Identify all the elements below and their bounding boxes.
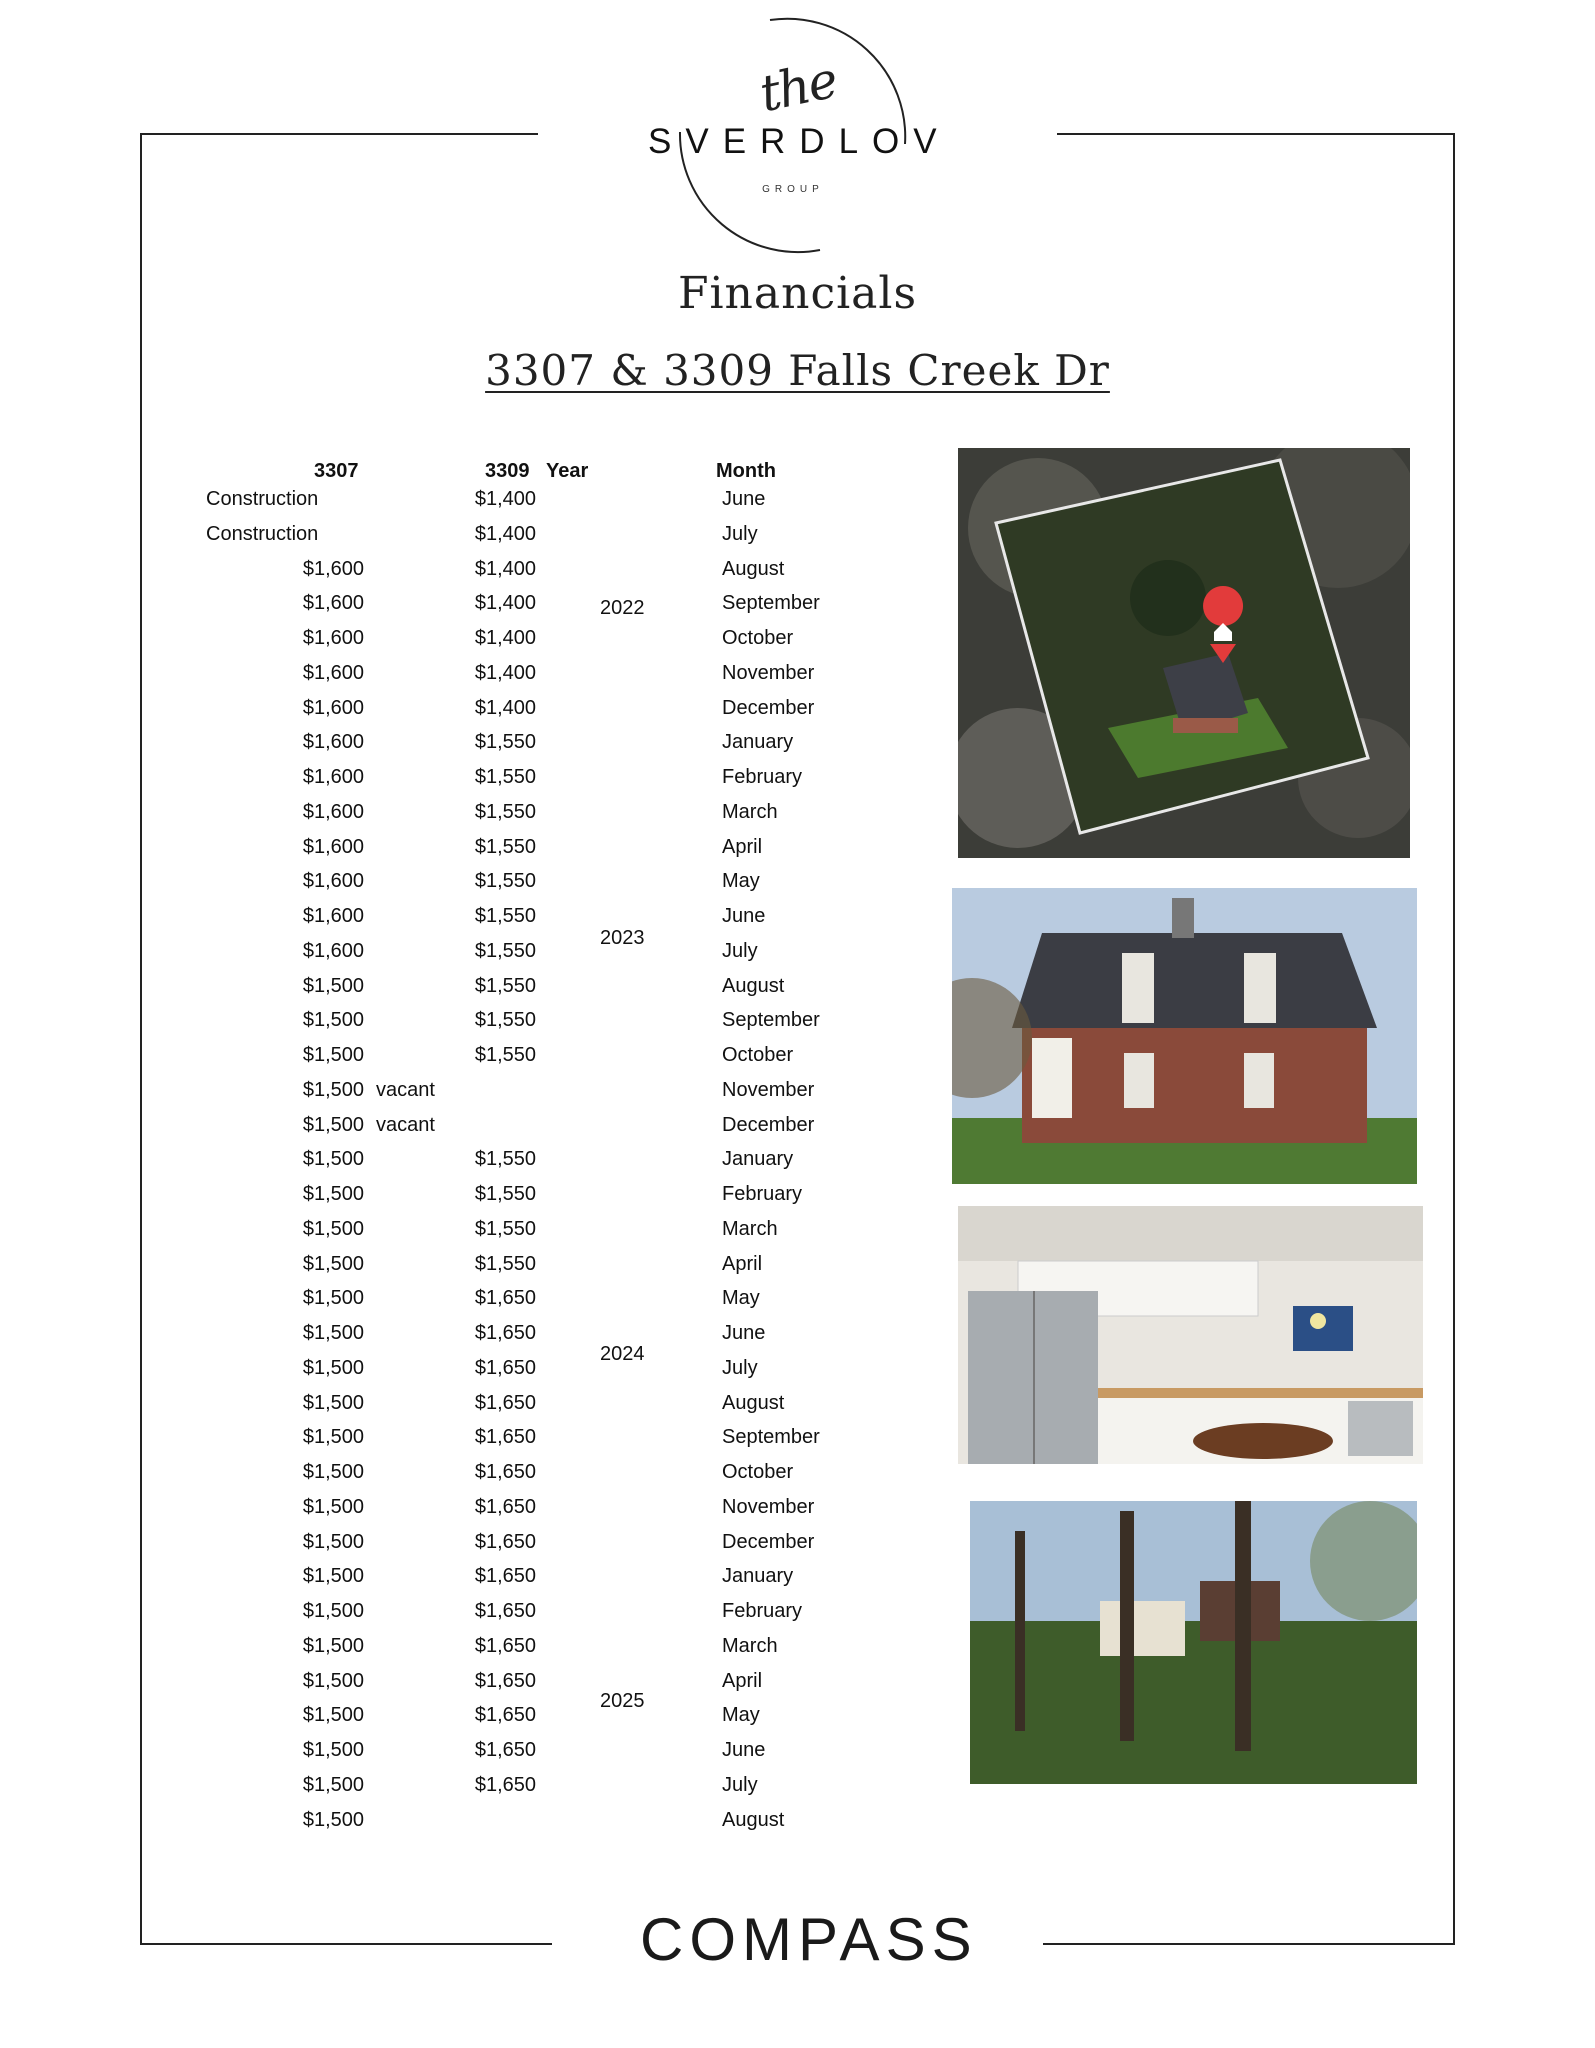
cell-month: July: [722, 1773, 758, 1796]
logo-the: the: [754, 50, 842, 124]
cell-3307: $1,600: [302, 661, 364, 684]
cell-month: January: [722, 1148, 794, 1171]
cell-month: March: [722, 1217, 778, 1240]
table-row: [0, 697, 940, 731]
cell-3307: $1,500: [302, 1461, 364, 1483]
cell-3307: $1,600: [302, 627, 364, 649]
table-row: [0, 1461, 940, 1495]
cell-3309: $1,650: [474, 1495, 536, 1518]
cell-3309: $1,650: [474, 1322, 536, 1344]
cell-month: March: [722, 800, 778, 823]
year-label: 2023: [600, 927, 645, 949]
cell-3307: Construction: [206, 522, 319, 545]
cell-3309: $1,650: [474, 1565, 536, 1588]
cell-month: October: [722, 1461, 794, 1483]
header-month: Month: [716, 460, 776, 482]
cell-month: November: [722, 661, 815, 684]
table-row: [0, 1670, 940, 1704]
cell-3309: $1,650: [474, 1461, 536, 1483]
table-row: [0, 1253, 940, 1287]
table-row: [0, 1600, 940, 1634]
frame-bottom-right: [1043, 1943, 1455, 1945]
header-3307: 3307: [314, 460, 359, 482]
table-row: [0, 836, 940, 870]
cell-3307: $1,600: [302, 766, 364, 788]
cell-month: February: [722, 1183, 803, 1205]
year-label: 2025: [600, 1690, 645, 1712]
backyard-photo: [970, 1501, 1417, 1784]
cell-month: April: [722, 1252, 763, 1275]
cell-month: December: [722, 1530, 815, 1553]
cell-3309: $1,400: [474, 592, 536, 615]
aerial-photo: [958, 448, 1410, 858]
cell-month: September: [722, 1009, 820, 1032]
cell-3307: $1,500: [302, 1426, 364, 1449]
cell-3309: $1,650: [474, 1704, 536, 1727]
cell-3307: $1,500: [302, 1322, 364, 1344]
cell-3307: $1,500: [302, 1356, 364, 1379]
cell-3309: $1,650: [474, 1287, 536, 1310]
table-row: [0, 1183, 940, 1217]
kitchen-photo: [958, 1206, 1423, 1464]
cell-month: October: [722, 627, 794, 649]
cell-3309: $1,550: [474, 731, 536, 754]
table-row: [0, 940, 940, 974]
table-row: [0, 766, 940, 800]
cell-3307: $1,500: [302, 1739, 364, 1761]
exterior-photo: [952, 888, 1417, 1184]
table-row: [0, 801, 940, 835]
year-label: 2024: [600, 1343, 645, 1365]
cell-3307: $1,500: [302, 1252, 364, 1275]
cell-3307: $1,600: [302, 835, 364, 858]
table-row: [0, 662, 940, 696]
cell-month: November: [722, 1078, 815, 1101]
table-row: [0, 1079, 940, 1113]
cell-3307: $1,500: [302, 1148, 364, 1171]
cell-3309: $1,550: [474, 835, 536, 858]
cell-3309: $1,650: [474, 1773, 536, 1796]
cell-3309: $1,650: [474, 1530, 536, 1553]
cell-3307: $1,600: [302, 731, 364, 754]
table-row: [0, 1496, 940, 1530]
compass-logo: COMPASS: [640, 1906, 978, 1973]
cell-3309: $1,400: [474, 522, 536, 545]
table-row: [0, 558, 940, 592]
cell-month: April: [722, 1669, 763, 1692]
cell-month: January: [722, 731, 794, 754]
cell-3307: $1,600: [302, 939, 364, 962]
cell-3309: $1,550: [474, 766, 536, 788]
cell-month: August: [722, 974, 785, 997]
cell-3307: $1,500: [302, 1634, 364, 1657]
cell-month: March: [722, 1634, 778, 1657]
logo-name: SVERDLOV: [648, 122, 951, 161]
table-row: [0, 731, 940, 765]
cell-3307: $1,500: [302, 1183, 364, 1205]
cell-month: June: [722, 905, 766, 927]
cell-3309: $1,550: [474, 1183, 536, 1205]
frame-top-left: [140, 133, 538, 135]
frame-bottom-left: [140, 1943, 552, 1945]
cell-month: July: [722, 939, 758, 962]
table-row: [0, 1739, 940, 1773]
cell-month: November: [722, 1495, 815, 1518]
cell-3309: $1,550: [474, 939, 536, 962]
table-row: [0, 1114, 940, 1148]
cell-month: August: [722, 1391, 785, 1414]
cell-3309: $1,400: [474, 661, 536, 684]
table-row: [0, 1148, 940, 1182]
table-row: [0, 1635, 940, 1669]
cell-3307: $1,600: [302, 592, 364, 615]
cell-3309: $1,550: [474, 870, 536, 893]
cell-3307: $1,500: [302, 1565, 364, 1588]
table-row: [0, 1774, 940, 1808]
header-3309: 3309: [485, 460, 530, 482]
table-row: [0, 592, 940, 626]
cell-3307: Construction: [206, 488, 319, 510]
cell-3309: $1,650: [474, 1426, 536, 1449]
table-row: [0, 1287, 940, 1321]
year-label: 2022: [600, 597, 645, 619]
table-row: [0, 1704, 940, 1738]
table-row: [0, 523, 940, 557]
cell-month: May: [722, 870, 760, 893]
table-row: [0, 627, 940, 661]
cell-month: December: [722, 696, 815, 719]
cell-3307: $1,500: [302, 1530, 364, 1553]
cell-3307: $1,600: [302, 870, 364, 893]
cell-month: July: [722, 1356, 758, 1379]
cell-month: December: [722, 1113, 815, 1136]
table-row: [0, 1426, 940, 1460]
cell-3307: $1,500: [302, 1391, 364, 1414]
frame-right: [1453, 133, 1455, 1945]
cell-3309: $1,550: [474, 1009, 536, 1032]
cell-3309: $1,550: [474, 1252, 536, 1275]
cell-3307: $1,500: [302, 1287, 364, 1310]
cell-3307: $1,500: [302, 1669, 364, 1692]
cell-3309: $1,550: [474, 1148, 536, 1171]
cell-3307: $1,600: [302, 696, 364, 719]
cell-month: September: [722, 592, 820, 615]
table-row: [0, 488, 940, 522]
table-row: [0, 1531, 940, 1565]
cell-3309: $1,650: [474, 1669, 536, 1692]
cell-3309: $1,650: [474, 1634, 536, 1657]
header-year: Year: [546, 460, 589, 482]
property-address: 3307 & 3309 Falls Creek Dr: [485, 346, 1110, 395]
cell-3307: $1,500: [302, 1113, 364, 1136]
cell-month: April: [722, 835, 763, 858]
cell-3309: $1,650: [474, 1391, 536, 1414]
table-row: [0, 1392, 940, 1426]
cell-3309: $1,550: [474, 1044, 536, 1066]
cell-3309: $1,650: [474, 1600, 536, 1622]
table-row: [0, 870, 940, 904]
cell-3307: $1,600: [302, 800, 364, 823]
brand-logo: [640, 14, 951, 254]
cell-3307: $1,500: [302, 1217, 364, 1240]
cell-3309: $1,400: [474, 488, 536, 510]
cell-month: June: [722, 1322, 766, 1344]
cell-3307: $1,500: [302, 1078, 364, 1101]
cell-month: February: [722, 766, 803, 788]
cell-month: February: [722, 1600, 803, 1622]
cell-note: vacant: [376, 1078, 435, 1101]
cell-3307: $1,500: [302, 1044, 364, 1066]
page-title: Financials: [677, 268, 918, 319]
table-row: [0, 1357, 940, 1391]
cell-3307: $1,500: [302, 1009, 364, 1032]
table-row: [0, 975, 940, 1009]
cell-month: August: [722, 1808, 785, 1831]
cell-3307: $1,600: [302, 905, 364, 927]
cell-month: June: [722, 488, 766, 510]
cell-month: May: [722, 1287, 760, 1310]
table-row: [0, 905, 940, 939]
table-row: [0, 1809, 940, 1843]
cell-month: September: [722, 1426, 820, 1449]
cell-month: July: [722, 522, 758, 545]
cell-3307: $1,500: [302, 1773, 364, 1796]
cell-3309: $1,550: [474, 974, 536, 997]
cell-3309: $1,650: [474, 1739, 536, 1761]
table-row: [0, 1218, 940, 1252]
cell-3309: $1,550: [474, 1217, 536, 1240]
logo-group: GROUP: [762, 184, 824, 195]
cell-month: August: [722, 557, 785, 580]
cell-3307: $1,500: [302, 1704, 364, 1727]
cell-3307: $1,500: [302, 974, 364, 997]
cell-month: June: [722, 1739, 766, 1761]
cell-3307: $1,500: [302, 1600, 364, 1622]
cell-3309: $1,550: [474, 800, 536, 823]
cell-3309: $1,400: [474, 696, 536, 719]
table-row: [0, 1044, 940, 1078]
table-row: [0, 1009, 940, 1043]
frame-top-right: [1057, 133, 1455, 135]
cell-month: January: [722, 1565, 794, 1588]
cell-3309: $1,550: [474, 905, 536, 927]
table-row: [0, 1322, 940, 1356]
cell-3307: $1,500: [302, 1495, 364, 1518]
table-row: [0, 1565, 940, 1599]
cell-month: October: [722, 1044, 794, 1066]
cell-3307: $1,500: [302, 1808, 364, 1831]
cell-3307: $1,600: [302, 557, 364, 580]
cell-3309: $1,400: [474, 627, 536, 649]
cell-3309: $1,400: [474, 557, 536, 580]
cell-month: May: [722, 1704, 760, 1727]
cell-note: vacant: [376, 1113, 435, 1136]
cell-3309: $1,650: [474, 1356, 536, 1379]
